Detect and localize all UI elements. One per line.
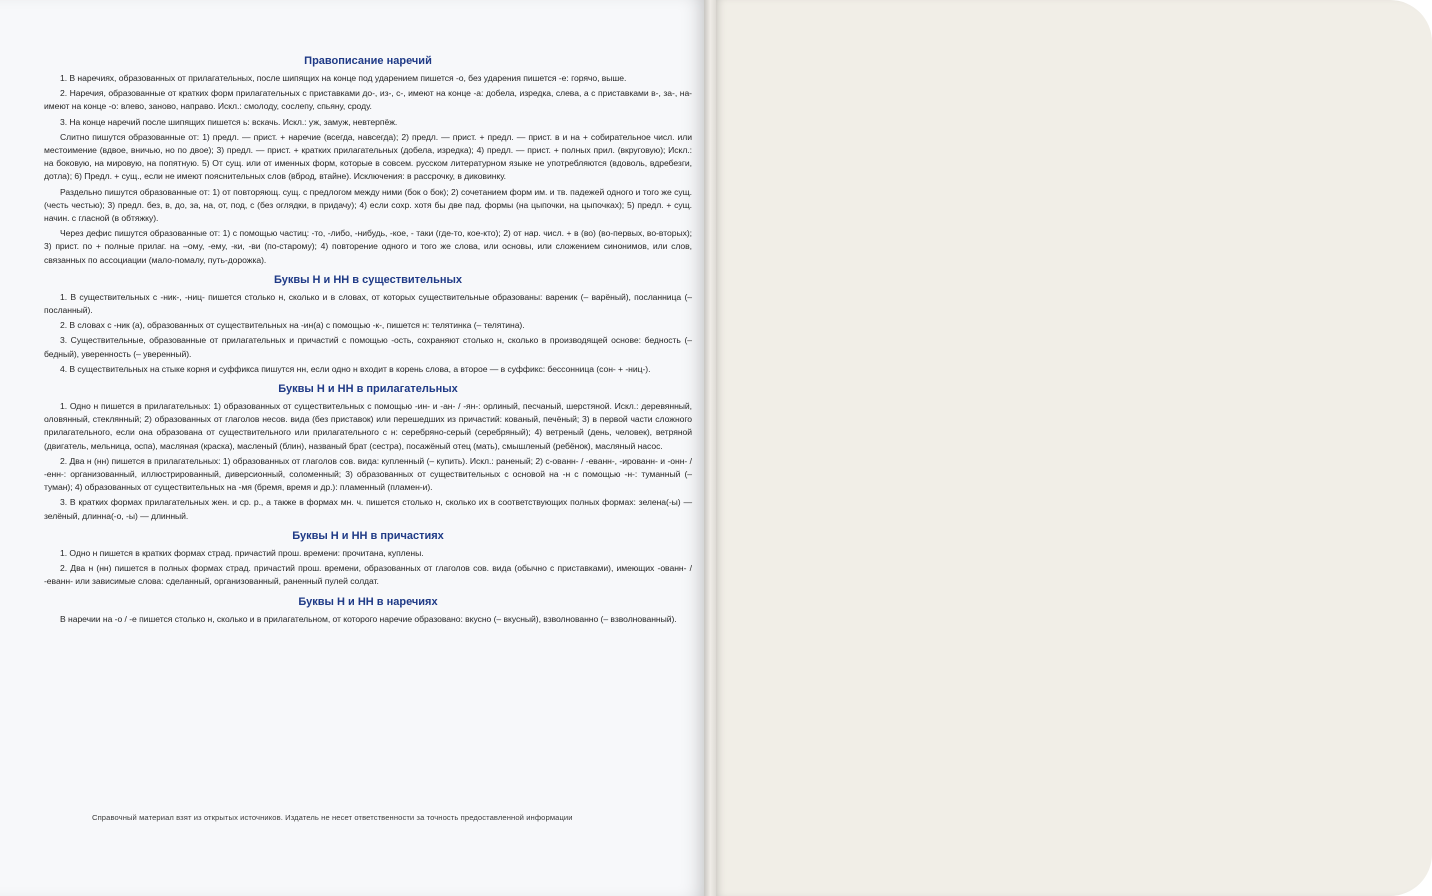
section-title: Буквы Н и НН в наречиях (298, 595, 438, 608)
section-title: Буквы Н и НН в существительных (273, 273, 463, 286)
reference-page (0, 0, 708, 896)
section-adjectives (44, 382, 692, 523)
section-title: Буквы Н и НН в прилагательных (278, 383, 458, 396)
section-title: Буквы Н и НН в причастиях (292, 529, 444, 542)
paragraph: 3. Существительные, образованные от прилагательных и причастий с помощью -ость, сохраняют столько н, сколько в производящей основе: бедность (– бедный), уверенность (– уверенный). (44, 335, 692, 359)
section-adverbs-spelling (44, 54, 692, 267)
paragraph: 3. В кратких формах прилагательных жен. и ср. р., а также в формах мн. ч. пишется столько н, сколько их в соответствующих полных формах: зелена(-ы) — зелёный, длинна(-о, -ы) — длинный. (44, 497, 692, 521)
paragraph: 1. В существительных с -ник-, -ниц- пишется столько н, сколько и в словах, от которых существительные образованы: вареник (– варёный), посланница (– посланный). (44, 291, 692, 316)
paragraph: 4. В существительных на стыке корня и суффикса пишутся нн, если одно н входит в корень слова, а второе — в суффикс: бессонница (сон- + -ниц-). (60, 363, 651, 374)
paragraph: 1. Одно н пишется в кратких формах страд. причастий прош. времени: прочитана, куплены. (60, 547, 424, 558)
paragraph: Через дефис пишутся образованные от: 1) с помощью частиц: -то, -либо, -нибудь, -кое, - таки (где-то, кое-кто); 2) от нар. числ. + в (во) (во-первых, во-вторых); 3) прист. по + полные прилаг. на –ому, -ему, -ки, -ви (по-старому); 4) повторение одного и того же слова, или основы, или сложением синонимов, или слов, связанных по ассоциации (мало-помалу, путь-дорожка). (44, 228, 692, 265)
paragraph: 1. В наречиях, образованных от прилагательных, после шипящих на конце под ударением пишется -о, без ударения пишется -е: горячо, выше. (60, 73, 627, 83)
section-adverbs-nn (44, 595, 692, 626)
disclaimer-footer: Справочный материал взят из открытых источников. Издатель не несет ответственности за точность предоставленной информации (92, 813, 573, 822)
reference-content (44, 54, 692, 628)
blank-page (716, 0, 1432, 896)
paragraph: 1. Одно н пишется в прилагательных: 1) образованных от существительных с помощью -ин- и -ан- / -ян-: орлиный, песчаный, шерстяной. Искл.: деревянный, оловянный, стеклянный; 2) образованных от глаголов несов. вида (без приставок) или перешедших из причастий: кованый, печёный; 3) в первой части сложного прилагательного, если она образована от существительного или прилагательного с н: серебряно-серый (серебряный); 4) ветреный (день, человек), ветряной (двигатель, мельница, оспа), масляная (краска), масленый (блин), названый брат (сестра), посажёный отец (мать), смышленый (ребёнок), масляный насос. (44, 401, 692, 451)
paragraph: Раздельно пишутся образованные от: 1) от повторяющ. сущ. с предлогом между ними (бок о бок); 2) сочетанием форм им. и тв. падежей одного и того же сущ. (честь честью); 3) предл. без, в, до, за, на, от, под, с (без оглядки, в придачу); 4) если сохр. хотя бы две пад. формы (на цыпочки, на цыпочках); 5) предл. + сущ. начин. с гласной (в обтяжку). (44, 186, 692, 224)
section-participles (44, 529, 692, 589)
paragraph: В наречии на -о / -е пишется столько н, сколько и в прилагательном, от которого наречие образовано: вкусно (– вкусный), взволнованно (– взволнованный). (60, 613, 677, 624)
paragraph: 2. Два н (нн) пишется в прилагательных: 1) образованных от глаголов сов. вида: купленный (– купить). Искл.: раненый; 2) с-ованн- / -еванн-, -ированн- и -онн- / -енн-: организованный, иллюстрированный, диверсионный, соломенный; 3) образованных от существительных с основой на -н с помощью -н-: туманный (– туман); 4) образованных от существительных на -мя (бремя, время и др.): пламенный (пламен-и). (44, 455, 692, 493)
paragraph: 2. Наречия, образованные от кратких форм прилагательных с приставками до-, из-, с-, имеют на конце -а: добела, изредка, слева, а с приставками в-, за-, на- имеют на конце -о: влево, заново, направо. Искл.: смолоду, сослепу, спьяну, сроду. (44, 88, 692, 112)
section-nouns (44, 273, 692, 376)
paragraph: Слитно пишутся образованные от: 1) предл. — прист. + наречие (всегда, навсегда); 2) предл. — прист. + предл. — прист. в и на + собирательное числ. или местоимение (вдвое, вничью, но по двое); 3) предл. — прист. + кратких прилагательных (добела, изредка); 4) предл. — прист. + полных прил. (вкруговую); Искл.: на боковую, на мировую, на попятную. 5) От сущ. или от именных форм, которые в совсем. русском литературном языке не употребляются (вдоволь, вдребезги, дотла); 6) Предл. + сущ., если не имеют пояснительных слов (вброд, втайне). Исключения: в рассрочку, в диковинку. (44, 131, 692, 182)
paragraph: 2. Два н (нн) пишется в полных формах страд. причастий прош. времени, образованных от глаголов сов. вида (обычно с приставками), имеющих -ованн- / -еванн- или зависимые слова: сделанный, организованный, раненный пулей солдат. (44, 563, 692, 587)
paragraph: 3. На конце наречий после шипящих пишется ь: вскачь. Искл.: уж, замуж, невтерпёж. (60, 116, 398, 127)
paragraph: 2. В словах с -ник (а), образованных от существительных на -ин(а) с помощью -к-, пишется н: телятинка (– телятина). (60, 320, 525, 331)
section-title: Правописание наречий (304, 55, 432, 67)
